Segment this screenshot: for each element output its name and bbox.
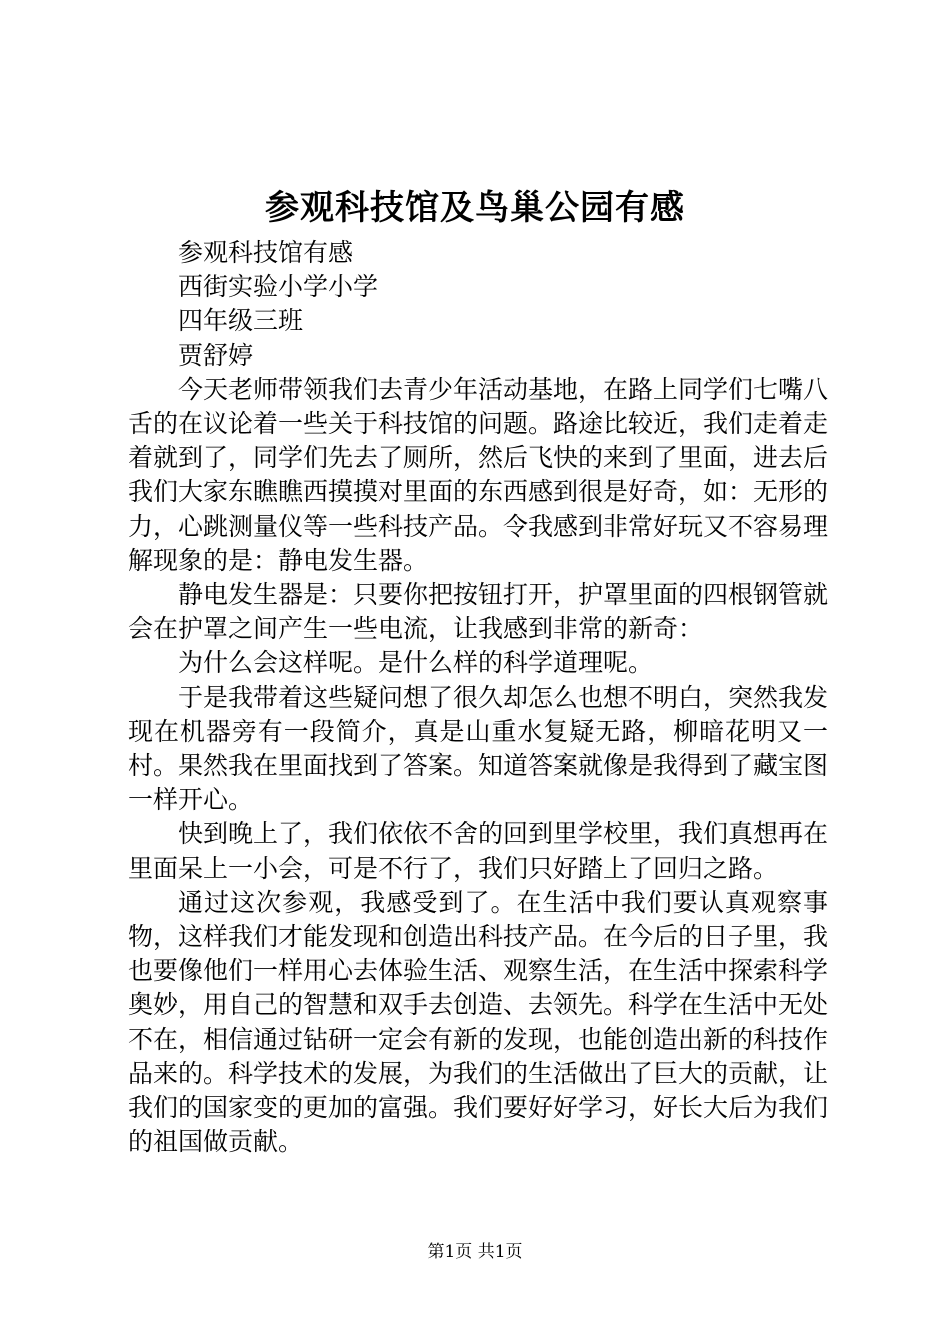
- author-paragraph: 贾舒婷: [178, 340, 254, 370]
- class-paragraph: 四年级三班: [178, 306, 304, 336]
- body-paragraph-3: 为什么会这样呢。是什么样的科学道理呢。: [178, 648, 654, 678]
- subtitle-paragraph: 参观科技馆有感: [178, 238, 354, 267]
- school-paragraph: 西街实验小学小学: [178, 272, 379, 302]
- body-paragraph-1: 今天老师带领我们去青少年活动基地，在路上同学们七嘴八舌的在议论着一些关于科技馆的问题。路途比较近，我们走着走着就到了，同学们先去了厕所，然后飞快的来到了里面，进去后我们大家东瞧瞧西摸摸对里面的东西感到很是好奇，如：无形的力，心跳测量仪等一些科技产品。令我感到非常好玩又不容易理解现象的是：静电发生器。: [128, 374, 829, 575]
- body-paragraph-6: 通过这次参观，我感受到了。在生活中我们要认真观察事物，这样我们才能发现和创造出科技产品。在今后的日子里，我也要像他们一样用心去体验生活、观察生活，在生活中探索科学奥妙，用自己的智慧和双手去创造、去领先。科学在生活中无处不在，相信通过钻研一定会有新的发现，也能创造出新的科技作品来的。科学技术的发展，为我们的生活做出了巨大的贡献，让我们的国家变的更加的富强。我们要好好学习，好长大后为我们的祖国做贡献。: [128, 887, 829, 1157]
- page-footer: 第1页 共1页: [427, 1242, 523, 1262]
- body-paragraph-2: 静电发生器是：只要你把按钮打开，护罩里面的四根钢管就会在护罩之间产生一些电流，让我感到非常的新奇：: [128, 580, 829, 644]
- body-paragraph-5: 快到晚上了，我们依依不舍的回到里学校里，我们真想再在里面呆上一小会，可是不行了，我们只好踏上了回归之路。: [128, 819, 829, 883]
- document-title: 参观科技馆及鸟巢公园有感: [265, 188, 685, 228]
- document-body: [128, 236, 828, 1159]
- body-paragraph-4: 于是我带着这些疑问想了很久却怎么也想不明白，突然我发现在机器旁有一段简介，真是山重水复疑无路，柳暗花明又一村。果然我在里面找到了答案。知道答案就像是我得到了藏宝图一样开心。: [128, 682, 829, 815]
